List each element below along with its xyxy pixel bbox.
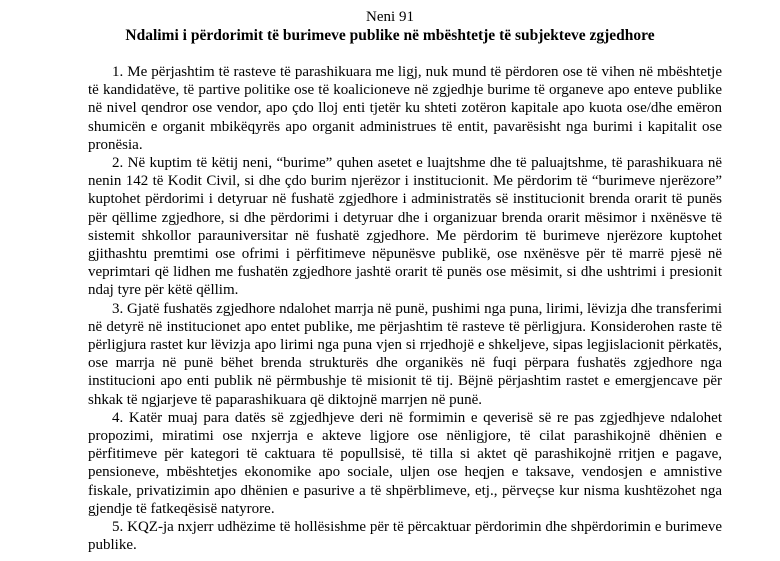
article-body [88, 63, 722, 554]
paragraph-4: 4. Katër muaj para datës së zgjedhjeve deri në formimin e qeverisë së re pas zgjedhjeve ndalohet propozimi, miratimi ose nxjerrja e akteve ligjore ose nënligjore, të cilat parashikojnë dhënien e përfitimeve për kategori të caktuara të popullsisë, të tilla si aktet që parashikojnë rritjen e pagave, pensioneve, mbështetjes ekonomike apo sociale, uljen ose heqjen e taksave, vendosjen e amnistive fiskale, privatizimin apo dhënien e pasurive a të shpërblimeve, etj., përveçse kur nisma kushtëzohet nga gjendje të fatkeqësisë natyrore. [88, 409, 722, 517]
article-title: Ndalimi i përdorimit të burimeve publike në mbështetje të subjekteve zgjedhore [125, 27, 655, 44]
paragraph-1: 1. Me përjashtim të rasteve të parashikuara me ligj, nuk mund të përdoren ose të vihen në mbështetje të kandidatëve, të partive politike ose të koalicioneve në zgjedhje burime të organeve apo enteve publike në nivel qendror ose vendor, apo çdo lloj enti tjetër ku shteti zotëron kapitale apo kuota ose/dhe emëron shumicën e organit mbikëqyrës apo organit administrues të entit, pavarësisht nga burimi i kapitalit ose pronësia. [88, 64, 722, 153]
article-number: Neni 91 [366, 9, 414, 25]
paragraph-2: 2. Në kuptim të këtij neni, “burime” quhen asetet e luajtshme dhe të paluajtshme, të parashikuara në nenin 142 të Kodit Civil, si dhe çdo burim njerëzor i institucionit. Me përdorim të “burimeve njerëzore” kuptohet përdorimi i detyruar në fushatë zgjedhore i administratës së institucionit brenda orarit të punës për qëllime zgjedhore, si dhe përdorimi i detyruar dhe i organizuar brenda orarit mësimor i nxënësve të sistemit shkollor parauniversitar në fushatë zgjedhore. Me përdorim të burimeve njerëzore kuptohet gjithashtu premtimi ose ofrimi i përfitimeve nëpunësve publikë, ose nxënësve për të marrë pjesë në veprimtari që lidhen me fushatën zgjedhore jashtë orarit të punës ose mësimit, si dhe ushtrimi i presionit ndaj tyre për këtë qëllim. [88, 155, 722, 299]
paragraph-3: 3. Gjatë fushatës zgjedhore ndalohet marrja në punë, pushimi nga puna, lirimi, lëvizja dhe transferimi në detyrë në institucionet apo entet publike, me përjashtim të rasteve të përligjura. Konsiderohen raste të përligjura rastet kur lëvizja apo lirimi nga puna vjen si rrjedhojë e shkeljeve, sipas legjislacionit përkatës, ose marrja në punë bëhet brenda strukturës dhe organikës në fuqi përpara fushatës zgjedhore nga institucioni apo enti publik në përmbushje të misionit të tij. Bëjnë përjashtim rastet e emergjencave për shkak të ngjarjeve të paparashikuara që diktojnë marrjen në punë. [88, 300, 722, 408]
paragraph-5: 5. KQZ-ja nxjerr udhëzime të hollësishme për të përcaktuar përdorimin dhe shpërdorimin e burimeve publike. [88, 519, 722, 554]
